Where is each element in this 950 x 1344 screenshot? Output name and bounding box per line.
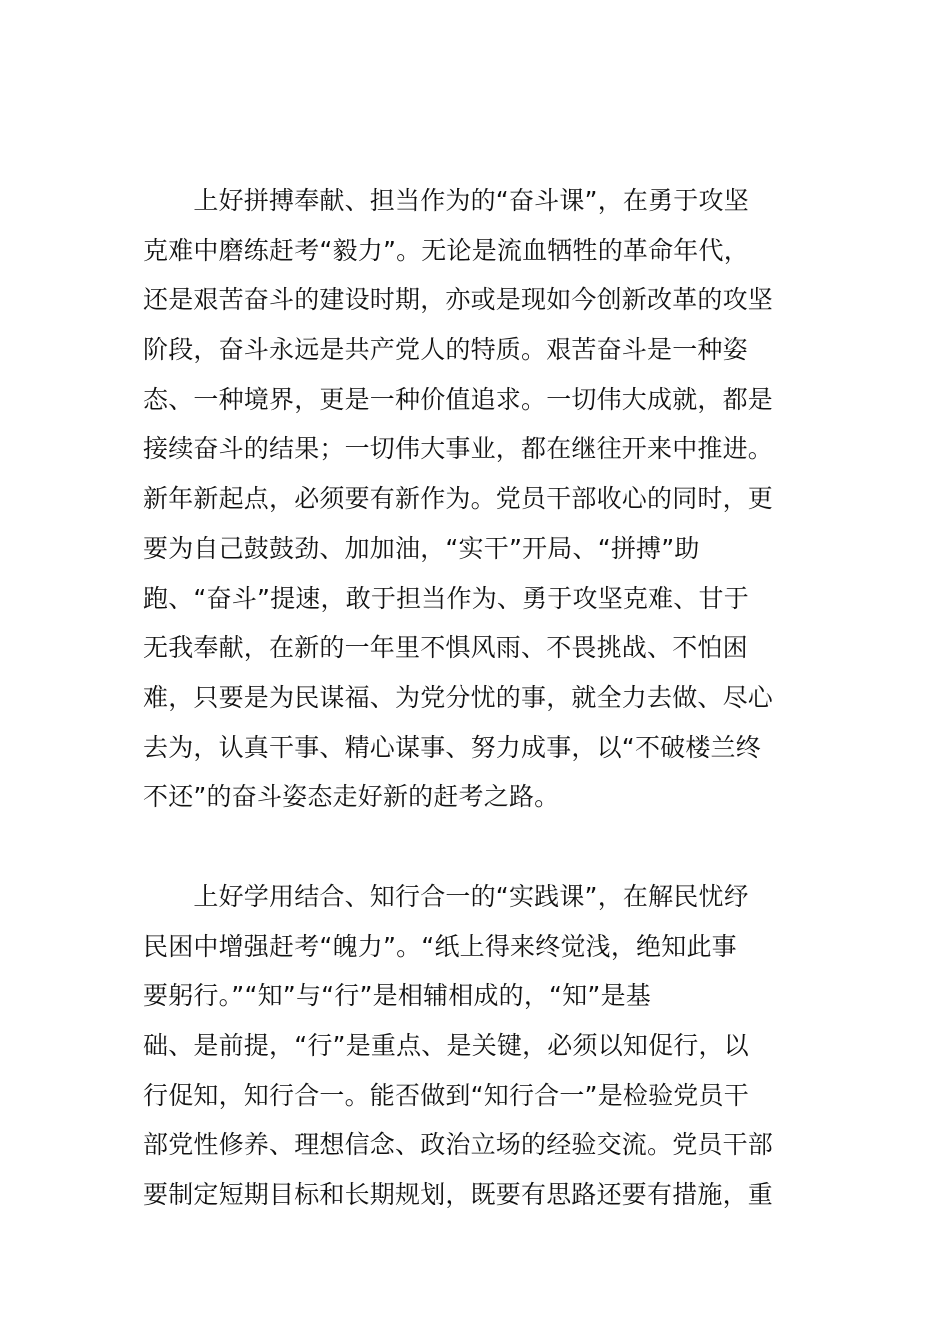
text-line: 还是艰苦奋斗的建设时期，亦或是现如今创新改革的攻坚 — [143, 285, 774, 315]
text-line: 部党性修养、理想信念、政治立场的经验交流。党员干部 — [143, 1130, 774, 1160]
paragraph-practice-lesson — [143, 872, 808, 1220]
text-line: 跑、“奋斗”提速，敢于担当作为、勇于攻坚克难、甘于 — [143, 583, 749, 613]
paragraph-struggle-lesson — [143, 176, 808, 822]
text-line: 新年新起点，必须要有新作为。党员干部收心的同时，更 — [143, 484, 774, 514]
text-line: 民困中增强赶考“魄力”。“纸上得来终觉浅，绝知此事 — [143, 931, 737, 961]
text-line: 阶段，奋斗永远是共产党人的特质。艰苦奋斗是一种姿 — [143, 335, 748, 365]
text-line: 要制定短期目标和长期规划，既要有思路还要有措施，重 — [143, 1180, 774, 1210]
text-line: 行促知，知行合一。能否做到“知行合一”是检验党员干 — [143, 1080, 749, 1110]
text-line: 上好拼搏奉献、担当作为的“奋斗课”，在勇于攻坚 — [143, 186, 749, 215]
text-line: 要为自己鼓鼓劲、加加油，“实干”开局、“拼搏”助 — [143, 533, 700, 563]
text-line: 接续奋斗的结果；一切伟大事业，都在继往开来中推进。 — [143, 434, 774, 464]
text-line: 要躬行。”“知”与“行”是相辅相成的，“知”是基 — [143, 981, 651, 1011]
text-line: 础、是前提，“行”是重点、是关键，必须以知促行，以 — [143, 1031, 749, 1061]
text-line: 克难中磨练赶考“毅力”。无论是流血牺牲的革命年代， — [143, 235, 749, 265]
text-line: 态、一种境界，更是一种价值追求。一切伟大成就，都是 — [143, 384, 774, 414]
text-line: 不还”的奋斗姿态走好新的赶考之路。 — [143, 782, 560, 812]
text-line: 去为，认真干事、精心谋事、努力成事，以“不破楼兰终 — [143, 732, 761, 762]
text-line: 无我奉献，在新的一年里不惧风雨、不畏挑战、不怕困 — [143, 633, 748, 663]
text-line: 难，只要是为民谋福、为党分忧的事，就全力去做、尽心 — [143, 682, 774, 712]
text-line: 上好学用结合、知行合一的“实践课”，在解民忧纾 — [143, 882, 749, 911]
